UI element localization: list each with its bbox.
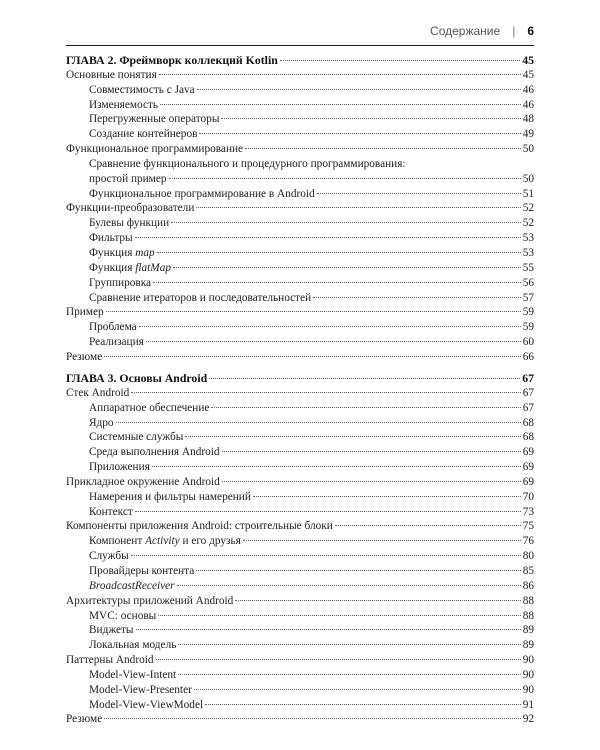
toc-page-number: 89 <box>522 624 534 637</box>
toc-page-number: 88 <box>522 594 534 607</box>
toc-chapter-title: ГЛАВА 3. Основы Android <box>66 371 208 385</box>
toc-leader-dots <box>211 407 520 408</box>
toc-page-number: 67 <box>522 401 534 414</box>
toc-leader-dots <box>156 659 521 660</box>
toc-page-number: 59 <box>522 321 534 334</box>
toc-leader-dots <box>209 378 520 379</box>
toc-leader-dots <box>245 148 521 149</box>
toc-entry-code-term: map <box>135 246 155 259</box>
toc-entry-text: Функциональное программирование в Android <box>89 187 315 200</box>
toc-section[interactable] <box>66 653 534 668</box>
toc-entry-text: Намерения и фильтры намерений <box>89 490 251 503</box>
toc-page-number: 90 <box>522 668 534 681</box>
toc-entry-text: Model-View-ViewModel <box>89 698 204 711</box>
toc-page-number: 69 <box>522 475 534 488</box>
toc-page-number: 68 <box>522 431 534 444</box>
toc-chapter-3 <box>66 371 534 727</box>
toc-entry-code-term: flatMap <box>135 261 172 274</box>
toc-leader-dots <box>104 356 521 357</box>
toc-page-number: 69 <box>522 446 534 459</box>
toc-subsection-first-line[interactable] <box>66 157 534 172</box>
toc-page-number: 48 <box>522 113 534 126</box>
toc-subsection[interactable] <box>66 98 534 113</box>
toc-page-number: 57 <box>522 291 534 304</box>
toc-leader-dots <box>196 570 520 571</box>
toc-leader-dots <box>178 644 520 645</box>
toc-page-number: 52 <box>522 202 534 215</box>
toc-leader-dots <box>135 237 521 238</box>
running-head-separator: | <box>512 24 516 38</box>
toc-entry-text: Провайдеры контента <box>89 564 195 577</box>
toc-leader-dots <box>222 481 521 482</box>
running-head <box>430 24 534 38</box>
toc-leader-dots <box>199 133 520 134</box>
toc-page-number: 68 <box>522 416 534 429</box>
toc-subsection[interactable] <box>66 623 534 638</box>
toc-page-number: 90 <box>522 654 534 667</box>
toc-subsection[interactable] <box>66 683 534 698</box>
toc-entry-text: Группировка <box>89 276 152 289</box>
toc-page-number: 92 <box>522 713 534 726</box>
toc-entry-text: Виджеты <box>89 624 134 637</box>
toc-entry-text: Прикладное окружение Android <box>66 475 220 488</box>
toc-page-number: 69 <box>522 461 534 474</box>
toc-page-number: 52 <box>522 217 534 230</box>
toc-leader-dots <box>139 326 521 327</box>
toc-chapter-heading[interactable] <box>66 53 534 68</box>
toc-subsection[interactable] <box>66 231 534 246</box>
toc-entry-code-term: Activity <box>145 535 180 548</box>
toc-subsection[interactable] <box>66 638 534 653</box>
toc-subsection[interactable] <box>66 261 534 276</box>
toc-entry-text: Функции-преобразователи <box>66 202 195 215</box>
toc-subsection[interactable] <box>66 668 534 683</box>
toc-page-number: 67 <box>522 371 534 385</box>
toc-leader-dots <box>173 267 521 268</box>
toc-entry-text: Аппаратное обеспечение <box>89 401 210 414</box>
toc-entry-text: Реализация <box>89 336 144 349</box>
toc-section[interactable] <box>66 594 534 609</box>
toc-entry-text: Компоненты приложения Android: строительные блоки <box>66 520 333 533</box>
toc-section[interactable] <box>66 350 534 365</box>
toc-page-number: 80 <box>522 550 534 563</box>
toc-subsection[interactable] <box>66 276 534 291</box>
toc-subsection[interactable] <box>66 579 534 594</box>
toc-entry-text: Совместимость с Java <box>89 83 195 96</box>
toc-leader-dots <box>146 341 521 342</box>
toc-page-number: 67 <box>522 386 534 399</box>
toc-leader-dots <box>335 525 521 526</box>
toc-section[interactable] <box>66 142 534 157</box>
toc-leader-dots <box>313 297 521 298</box>
toc-page-number: 46 <box>522 83 534 96</box>
toc-leader-dots <box>136 629 521 630</box>
toc-page-number: 86 <box>522 579 534 592</box>
toc-page-number: 45 <box>522 53 534 67</box>
toc-entry-text: Model-View-Presenter <box>89 683 192 696</box>
toc-leader-dots <box>194 689 521 690</box>
toc-subsection[interactable] <box>66 549 534 564</box>
toc-entry-text: Паттерны Android <box>66 654 154 667</box>
toc-entry-text: MVC: основы <box>89 609 157 622</box>
toc-subsection[interactable] <box>66 445 534 460</box>
toc-page-number: 53 <box>522 232 534 245</box>
running-head-title: Содержание <box>430 24 501 38</box>
toc-page-number: 91 <box>522 698 534 711</box>
toc-entry-text: Службы <box>89 550 129 563</box>
toc-leader-dots <box>135 511 521 512</box>
toc-entry-text: Стек Android <box>66 386 130 399</box>
toc-page-number: 88 <box>522 609 534 622</box>
toc-leader-dots <box>185 436 520 437</box>
toc-entry-text: Булевы функции <box>89 217 170 230</box>
toc-subsection[interactable] <box>66 609 534 624</box>
toc-subsection[interactable] <box>66 564 534 579</box>
toc-subsection[interactable] <box>66 534 534 549</box>
toc-entry-text: Локальная модель <box>89 639 177 652</box>
toc-entry-text: Перегруженные операторы <box>89 113 220 126</box>
toc-subsection[interactable] <box>66 320 534 335</box>
toc-leader-dots <box>159 74 521 75</box>
toc-entry-text <box>89 261 171 276</box>
toc-leader-dots <box>178 674 521 675</box>
toc-section[interactable] <box>66 305 534 320</box>
toc-subsection[interactable] <box>66 246 534 261</box>
toc-entry-suffix: и его друзья <box>179 535 241 548</box>
toc-section[interactable] <box>66 519 534 534</box>
toc-page-number: 70 <box>522 490 534 503</box>
toc-page-number: 56 <box>522 276 534 289</box>
toc-entry-text <box>89 246 155 261</box>
toc-page-number: 89 <box>522 639 534 652</box>
toc-leader-dots <box>106 311 521 312</box>
toc-leader-dots <box>243 540 521 541</box>
toc-page-number: 85 <box>522 564 534 577</box>
toc-page-number: 75 <box>522 520 534 533</box>
toc-leader-dots <box>153 282 521 283</box>
toc-page-number: 53 <box>522 246 534 259</box>
toc-subsection[interactable] <box>66 505 534 520</box>
toc-subsection[interactable] <box>66 698 534 713</box>
toc-leader-dots <box>116 422 521 423</box>
toc-entry-prefix: Функция <box>89 246 136 259</box>
toc-subsection[interactable] <box>66 460 534 475</box>
toc-leader-dots <box>158 615 520 616</box>
toc-leader-dots <box>196 207 520 208</box>
toc-leader-dots <box>160 104 521 105</box>
toc-subsection[interactable] <box>66 291 534 306</box>
toc-page-number: 51 <box>522 187 534 200</box>
toc-leader-dots <box>317 193 521 194</box>
toc-subsection[interactable] <box>66 430 534 445</box>
toc-section[interactable] <box>66 475 534 490</box>
toc-entry-text: Среда выполнения Android <box>89 446 220 459</box>
toc-section[interactable] <box>66 712 534 727</box>
toc-subsection[interactable] <box>66 401 534 416</box>
toc-entry-text: Ядро <box>89 416 114 429</box>
toc-entry-text: Архитектуры приложений Android <box>66 594 234 607</box>
toc-entry-text <box>89 534 241 549</box>
toc-leader-dots <box>169 178 521 179</box>
toc-leader-dots <box>253 496 521 497</box>
toc-page-number: 66 <box>522 350 534 363</box>
toc-subsection[interactable] <box>66 187 534 202</box>
toc-entry-code-term: BroadcastReceiver <box>89 579 175 592</box>
toc-entry-text: Пример <box>66 306 104 319</box>
toc-chapter-2 <box>66 53 534 365</box>
toc-leader-dots <box>221 118 520 119</box>
toc-section[interactable] <box>66 201 534 216</box>
toc-page-number: 76 <box>522 535 534 548</box>
toc-leader-dots <box>131 392 520 393</box>
running-head-page-number: 6 <box>527 24 534 38</box>
toc-section[interactable] <box>66 68 534 83</box>
toc-subsection[interactable] <box>66 112 534 127</box>
toc-leader-dots <box>177 585 521 586</box>
toc-leader-dots <box>104 718 521 719</box>
toc-leader-dots <box>280 60 520 61</box>
toc-entry-text: Основные понятия <box>66 68 157 81</box>
toc-page-number: 60 <box>522 336 534 349</box>
toc-entry-text: простой пример <box>89 172 167 185</box>
toc-leader-dots <box>222 451 521 452</box>
toc-entry-text: Model-View-Intent <box>89 668 177 681</box>
toc-page-number: 90 <box>522 683 534 696</box>
toc-entry-prefix: Функция <box>89 261 136 274</box>
toc-entry-text: Сравнение функционального и процедурного программирования: <box>89 157 406 170</box>
toc-section[interactable] <box>66 386 534 401</box>
toc-subsection[interactable] <box>66 416 534 431</box>
toc-entry-text: Фильтры <box>89 232 133 245</box>
toc-leader-dots <box>197 89 521 90</box>
toc-page-number: 46 <box>522 98 534 111</box>
toc-entry-text: Резюме <box>66 350 103 363</box>
toc-page-number: 49 <box>522 128 534 141</box>
toc-page-number: 50 <box>522 172 534 185</box>
toc-entry-text: Системные службы <box>89 431 184 444</box>
toc-leader-dots <box>131 555 521 556</box>
toc-subsection[interactable] <box>66 216 534 231</box>
toc-page-number: 59 <box>522 306 534 319</box>
toc-leader-dots <box>152 466 521 467</box>
toc-page-number: 73 <box>522 505 534 518</box>
toc-entry-text: Резюме <box>66 713 103 726</box>
toc-entry-prefix: Компонент <box>89 535 146 548</box>
toc-subsection[interactable] <box>66 127 534 142</box>
toc-subsection[interactable] <box>66 490 534 505</box>
toc-chapter-title: ГЛАВА 2. Фреймворк коллекций Kotlin <box>66 53 278 67</box>
header-rule <box>66 45 534 46</box>
toc-page-number: 55 <box>522 261 534 274</box>
toc-page-number: 45 <box>522 68 534 81</box>
toc-leader-dots <box>205 704 521 705</box>
toc-subsection[interactable] <box>66 172 534 187</box>
toc-entry-text: Создание контейнеров <box>89 128 198 141</box>
toc-subsection[interactable] <box>66 335 534 350</box>
toc-leader-dots <box>235 600 520 601</box>
toc-page-number: 50 <box>522 143 534 156</box>
toc-entry-text: Контекст <box>89 505 133 518</box>
toc-subsection[interactable] <box>66 83 534 98</box>
toc-entry-text: Изменяемость <box>89 98 159 111</box>
toc-entry-text: Приложения <box>89 461 150 474</box>
toc-chapter-heading[interactable] <box>66 371 534 386</box>
toc-entry-text: Функциональное программирование <box>66 143 244 156</box>
toc-entry-text: Проблема <box>89 321 137 334</box>
toc-leader-dots <box>157 252 521 253</box>
toc-entry-text: Сравнение итераторов и последовательностей <box>89 291 312 304</box>
toc-leader-dots <box>171 222 521 223</box>
